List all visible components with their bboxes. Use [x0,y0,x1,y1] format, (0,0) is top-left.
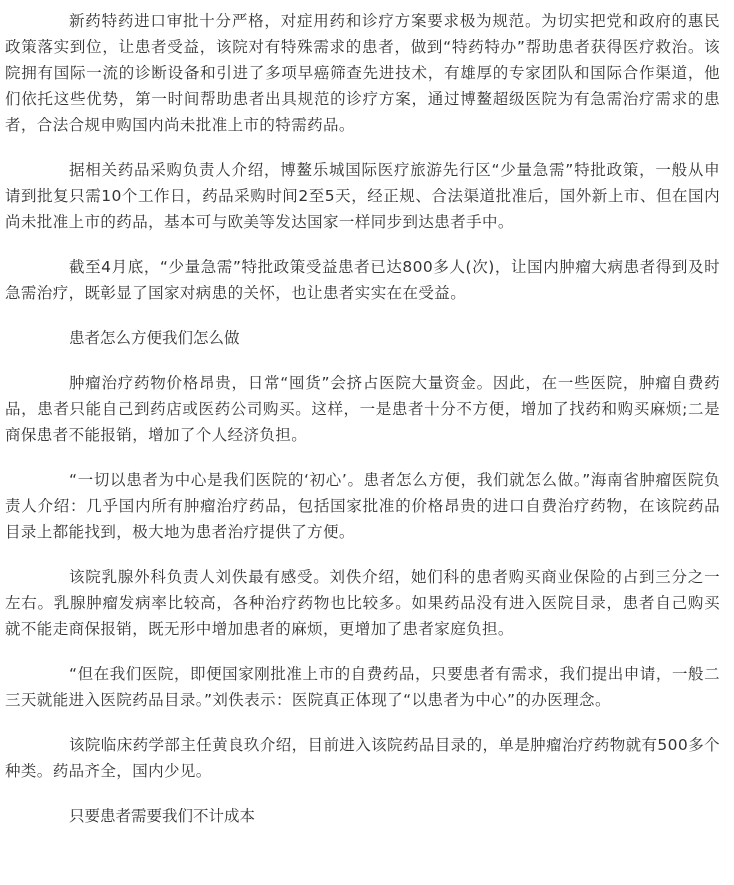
paragraph-drug-cost-burden: 肿瘤治疗药物价格昂贵，日常“囤货”会挤占医院大量资金。因此，在一些医院，肿瘤自费药品，患者只能自己到药店或医药公司购买。这样，一是患者十分不方便，增加了找药和购买麻烦;二是商保患者不能报销，增加了个人经济负担。 [5,374,720,444]
paragraph-beneficiary-count: 截至4月底，“少量急需”特批政策受益患者已达800多人(次)，让国内肿瘤大病患者得到及时急需治疗，既彰显了国家对病患的关怀，也让患者实实在在受益。 [5,258,720,302]
paragraph-special-drug-approval: 新药特药进口审批十分严格，对症用药和诊疗方案要求极为规范。为切实把党和政府的惠民政策落实到位，让患者受益，该院对有特殊需求的患者，做到“特药特办”帮助患者获得医疗救治。该院拥有国际一流的诊断设备和引进了多项早癌筛查先进技术，有雄厚的专家团队和国际合作渠道，他们依托这些优势，第一时间帮助患者出具规范的诊疗方案，通过博鳌超级医院为有急需治疗需求的患者，合法合规申购国内尚未批准上市的特需药品。 [5,12,720,134]
paragraph-breast-surgery-head: 该院乳腺外科负责人刘佚最有感受。刘佚介绍，她们科的患者购买商业保险的占到三分之一左右。乳腺肿瘤发病率比较高，各种治疗药物也比较多。如果药品没有进入医院目录，患者自己购买就不能走商保报销，既无形中增加患者的麻烦，更增加了患者家庭负担。 [5,568,720,638]
subheading-no-cost-spared: 只要患者需要我们不计成本 [69,807,256,825]
paragraph-drug-procurement-policy: 据相关药品采购负责人介绍，博鳌乐城国际医疗旅游先行区“少量急需”特批政策，一般从申请到批复只需10个工作日，药品采购时间2至5天，经正规、合法渠道批准后，国外新上市、但在国内尚未批准上市的药品，基本可与欧美等发达国家一样同步到达患者手中。 [5,161,720,231]
paragraph-pharmacy-director: 该院临床药学部主任黄良玖介绍，目前进入该院药品目录的，单是肿瘤治疗药物就有500多个种类。药品齐全，国内少见。 [5,736,720,780]
paragraph-hospital-head-quote: “一切以患者为中心是我们医院的‘初心’。患者怎么方便，我们就怎么做。”海南省肿瘤医院负责人介绍：几乎国内所有肿瘤治疗药品，包括国家批准的价格昂贵的进口自费治疗药物，在该院药品目录上都能找到，极大地为患者治疗提供了方便。 [5,471,720,541]
subheading-patient-convenience: 患者怎么方便我们怎么做 [69,329,240,347]
paragraph-liu-quote: “但在我们医院，即便国家刚批准上市的自费药品，只要患者有需求，我们提出申请，一般二三天就能进入医院药品目录。”刘佚表示：医院真正体现了“以患者为中心”的办医理念。 [5,665,720,709]
